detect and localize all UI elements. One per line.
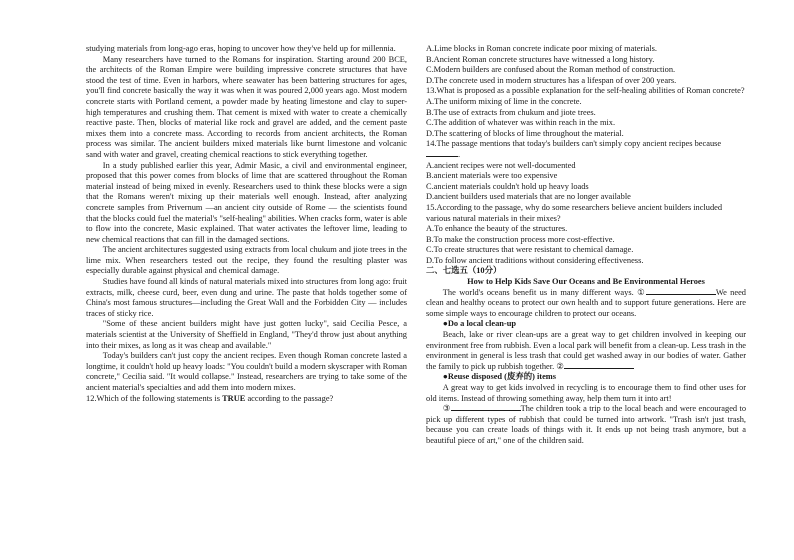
passage-paragraph: In a study published earlier this year, Admir Masic, a civil and environmental engineer, proposed that this power comes from blocks of lime that are scattered throughout the Roman material instead of being mixed in evenly. Researchers used to think these blocks were a sign that the Romans weren't mixing up their materials well enough. Instead, after analyzing concrete samples from Privernum —an ancient city outside of Rome — the scientists found that the blocks could fuel the material's "self-healing" abilities. When cracks form, water is able to flow into the concrete, Masic explained. That water activates the leftover lime, leading to new chemical reactions that can fill in the damaged sections. — [86, 160, 407, 244]
answer-option: C.ancient materials couldn't hold up heavy loads — [426, 181, 589, 191]
passage-paragraph: studying materials from long-ago eras, hoping to uncover how they've held up for millennia. — [86, 44, 396, 53]
answer-blank[interactable] — [426, 156, 458, 157]
answer-option: B.Ancient Roman concrete structures have witnessed a long history. — [426, 54, 655, 64]
passage-paragraph: Today's builders can't just copy the ancient recipes. Even though Roman concrete lasted a longtime, it couldn't hold up heavy loads: "You couldn't build a modern skyscraper with Roman concrete," Cecilia said. "It would collapse." Instead, researchers are trying to take some of the ancient material's specialties and add them into modern mixes. — [86, 351, 407, 392]
passage-title: How to Help Kids Save Our Oceans and Be Environmental Heroes — [467, 277, 705, 287]
answer-option: D.To follow ancient traditions without considering effectiveness. — [426, 255, 644, 265]
subheading: ●Reuse disposed (废弃的) items — [442, 372, 557, 382]
right-column — [426, 44, 746, 520]
answer-option: D.The concrete used in modern structures has a lifespan of over 200 years. — [426, 75, 677, 85]
answer-blank[interactable] — [646, 294, 716, 295]
answer-option: C.To create structures that were resistant to chemical damage. — [426, 245, 634, 255]
answer-option: B.ancient materials were too expensive — [426, 171, 558, 181]
passage-paragraph: Studies have found all kinds of natural materials mixed into structures from long ago: fruit extracts, milk, cheese curd, beer, even dung and urine. The paste that holds together some of China's most famous structures—including the Great Wall and the Forbidden City — includes traces of sticky rice. — [86, 277, 407, 318]
answer-option: C.Modern builders are confused about the Roman method of construction. — [426, 65, 676, 75]
answer-blank[interactable] — [564, 368, 634, 369]
answer-option: A.Lime blocks in Roman concrete indicate poor mixing of materials. — [426, 44, 657, 53]
passage-paragraph: Beach, lake or river clean-ups are a great way to get children involved in keeping our environment free from rubbish. Even a local park will benefit from a clean-up. Less trash in the environment in general is less trash that could get washed away in our bodies of water. Gather the family to pick up rubbish together. ② — [426, 330, 747, 371]
answer-option: C.The addition of whatever was within reach in the mix. — [426, 118, 616, 128]
passage-paragraph: The ancient architectures suggested using extracts from local chukum and jiote trees in the lime mix. When researchers tested out the recipe, they found the resulting plaster was especially durable against physical and chemical damage. — [86, 245, 407, 276]
question-15: 15.According to the passage, why do some researchers believe ancient builders included various natural materials in their mixes? — [426, 202, 723, 223]
passage-paragraph: ③ The children took a trip to the local beach and were encouraged to pick up different types of rubbish that could be turned into artwork. "Trash isn't just trash, because you can create loads of things with it. It ends up not being trash anymore, but a beautiful piece of art," one of the children said. — [426, 404, 747, 445]
answer-option: D.The scattering of blocks of lime throughout the material. — [426, 128, 624, 138]
question-13: 13.What is proposed as a possible explanation for the self-healing abilities of Roman concrete? — [426, 86, 745, 96]
question-12: 12.Which of the following statements is TRUE according to the passage? — [86, 393, 334, 403]
passage-paragraph: The world's oceans benefit us in many different ways. ① We need clean and healthy oceans to protect our own health and to support future generations. Here are some simple ways to encourage children to protect our oceans. — [426, 287, 746, 318]
subheading: ●Do a local clean-up — [442, 319, 517, 329]
answer-option: D.ancient builders used materials that are no longer available — [426, 192, 631, 202]
answer-option: B.To make the construction process more cost-effective. — [426, 234, 615, 244]
answer-option: A.The uniform mixing of lime in the concrete. — [426, 96, 582, 106]
answer-option: A.ancient recipes were not well-documented — [426, 160, 576, 170]
question-14: 14.The passage mentions that today's builders can't simply copy ancient recipes because . — [426, 139, 722, 159]
answer-blank[interactable] — [451, 410, 521, 411]
answer-option: A.To enhance the beauty of the structures. — [426, 224, 568, 234]
left-column — [86, 44, 407, 520]
passage-paragraph: A great way to get kids involved in recycling is to encourage them to find other uses for old items. Instead of throwing something away, help them turn it into art! — [426, 383, 746, 403]
passage-paragraph: "Some of these ancient builders might have just gotten lucky", said Cecilia Pesce, a materials scientist at the University of Sheffield in England, "They'd throw just about anything into their mixes, as long as it was cheap and available." — [86, 319, 407, 350]
section-heading: 二、七选五（10分） — [426, 266, 502, 276]
passage-paragraph: Many researchers have turned to the Romans for inspiration. Starting around 200 BCE, the architects of the Roman Empire were building impressive concrete structures that have stood the test of time. Even in harbors, where seawater has been battering structures for ages, you'll find concrete basically the way it was when it was poured 2,000 years ago. Most modern concrete starts with Portland cement, a powder made by heating limestone and clay to super-high temperatures and crushing them. That cement is mixed with water to create a chemically reactive paste. Then, blocks of material like rock and gravel are added, and the cement paste mixes them into a concrete mass. According to records from ancient architects, the Roman process was similar. The ancient builders mixed materials like burnt limestone and volcanic sand with water and gravel, creating chemical reactions to stick everything together. — [86, 54, 407, 159]
answer-option: B.The use of extracts from chukum and jiote trees. — [426, 107, 596, 117]
